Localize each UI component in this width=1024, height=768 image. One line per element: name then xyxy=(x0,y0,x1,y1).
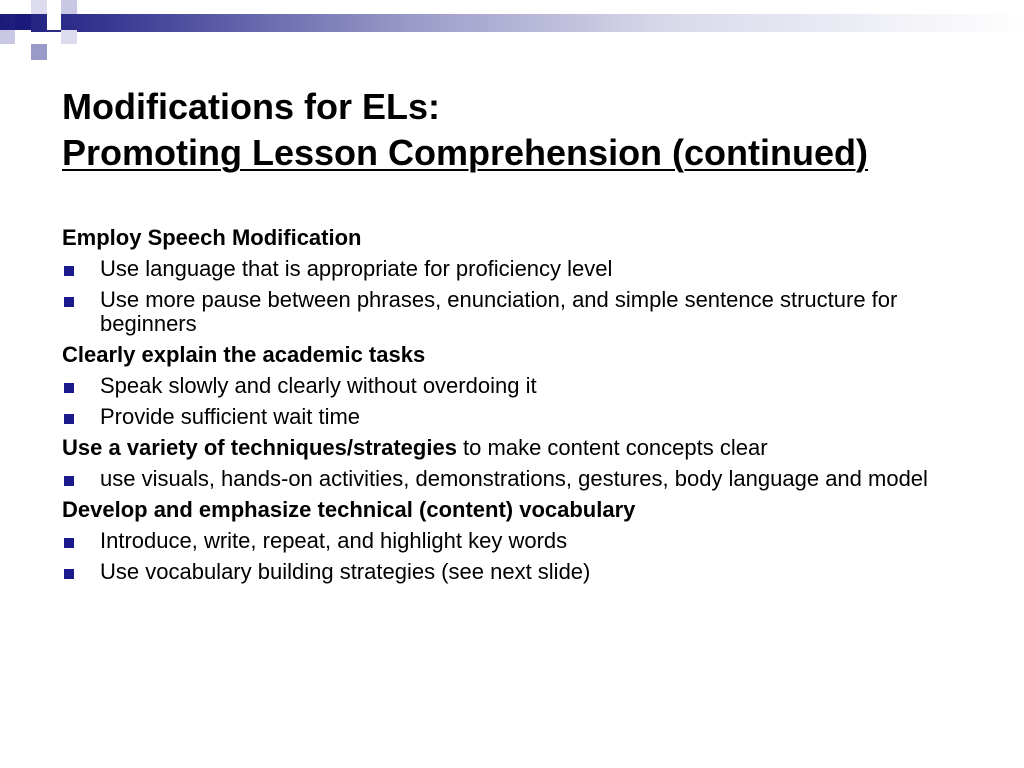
section-heading-bold: Clearly explain the academic tasks xyxy=(62,342,426,367)
bullet-item xyxy=(62,402,962,433)
slide-body xyxy=(62,223,962,588)
bullet-item xyxy=(62,285,962,340)
square-bullet-icon xyxy=(64,538,74,548)
header-gradient-band xyxy=(0,14,1024,32)
bullet-item xyxy=(62,371,962,402)
square-bullet-icon xyxy=(64,414,74,424)
section-heading xyxy=(62,495,962,526)
slide-title-line2: Promoting Lesson Comprehension (continued) xyxy=(62,132,869,173)
section-heading xyxy=(62,433,962,464)
bullet-item xyxy=(62,557,962,588)
decor-square xyxy=(0,30,15,44)
section-heading-bold: Employ Speech Modification xyxy=(62,225,362,250)
bullet-item xyxy=(62,464,962,495)
bullet-text: Use more pause between phrases, enunciation, and simple sentence structure for beginners xyxy=(100,287,898,336)
square-bullet-icon xyxy=(64,476,74,486)
decor-square xyxy=(15,30,31,44)
square-bullet-icon xyxy=(64,383,74,393)
section-heading-rest: to make content concepts clear xyxy=(456,435,768,460)
decor-square xyxy=(15,14,31,30)
slide-title xyxy=(62,84,868,176)
bullet-text: use visuals, hands-on activities, demonstrations, gestures, body language and model xyxy=(100,466,928,491)
decor-square xyxy=(61,30,77,44)
square-bullet-icon xyxy=(64,266,74,276)
decor-square xyxy=(31,44,47,60)
square-bullet-icon xyxy=(64,569,74,579)
decor-square xyxy=(61,0,77,14)
bullet-item xyxy=(62,254,962,285)
bullet-text: Use language that is appropriate for proficiency level xyxy=(100,256,613,281)
bullet-text: Use vocabulary building strategies (see next slide) xyxy=(100,559,591,584)
section-heading-bold: Develop and emphasize technical (content) vocabulary xyxy=(62,497,636,522)
section-heading xyxy=(62,340,962,371)
square-bullet-icon xyxy=(64,297,74,307)
bullet-text: Provide sufficient wait time xyxy=(100,404,361,429)
bullet-item xyxy=(62,526,962,557)
section-heading-bold: Use a variety of techniques/strategies xyxy=(62,435,457,460)
section-heading xyxy=(62,223,962,254)
bullet-text: Introduce, write, repeat, and highlight key words xyxy=(100,528,568,553)
bullet-text: Speak slowly and clearly without overdoing it xyxy=(100,373,537,398)
decor-square xyxy=(31,0,47,14)
decor-square xyxy=(47,14,61,30)
slide-title-line1: Modifications for ELs: xyxy=(62,86,440,127)
